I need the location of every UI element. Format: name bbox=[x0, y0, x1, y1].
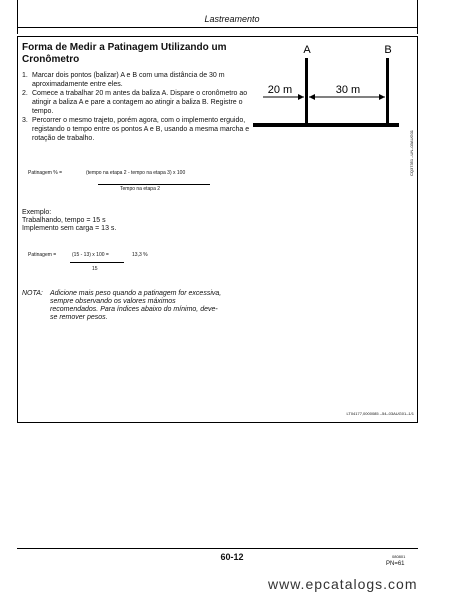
watermark: www.epcatalogs.com bbox=[268, 576, 418, 592]
dimension-label-30m: 30 m bbox=[335, 84, 361, 96]
formula-fraction-bar bbox=[98, 184, 210, 185]
reference-code: LT04177,0000085 –54–03AUG01–1/1 bbox=[346, 411, 414, 416]
point-a-label: A bbox=[303, 44, 311, 56]
footer-rule bbox=[17, 548, 418, 549]
example-formula-label: Patinagem = bbox=[28, 252, 57, 258]
list-item bbox=[22, 71, 254, 89]
arrow-head bbox=[309, 94, 315, 100]
page-number: 60-12 bbox=[220, 552, 244, 562]
pole-a bbox=[305, 58, 308, 125]
example-fraction-bar bbox=[70, 262, 124, 263]
step-text: Comece a trabalhar 20 m antes da baliza A. Dispare o cronômetro ao atingir a baliza A e pare a contagem ao atingir a baliza B. Registre o tempo. bbox=[32, 90, 248, 115]
formula-label: Patinagem % = bbox=[28, 170, 63, 176]
arrow-head bbox=[379, 94, 385, 100]
example-line-working: Trabalhando, tempo = 15 s bbox=[22, 217, 106, 224]
example-heading: Exemplo: bbox=[22, 209, 52, 216]
section-title: Forma de Medir a Patinagem Utilizando um Cronômetro bbox=[22, 42, 227, 65]
step-number: 3. bbox=[22, 117, 28, 124]
list-item bbox=[22, 89, 254, 116]
steps-list bbox=[22, 71, 254, 143]
step-number: 2. bbox=[22, 90, 28, 97]
footer-page-code: PN=61 bbox=[386, 561, 405, 567]
page-header-title: Lastreamento bbox=[204, 14, 260, 24]
header-bottom-rule bbox=[17, 27, 418, 28]
pole-b bbox=[386, 58, 389, 125]
example-line-unloaded: Implemento sem carga = 13 s. bbox=[22, 225, 117, 232]
step-text: Percorrer o mesmo trajeto, porém agora, com o implemento erguido, registando o tempo entre os pontos A e B, usando a mesma marcha e rotação de trabalho. bbox=[32, 117, 250, 142]
step-text: Marcar dois pontos (balizar) A e B com uma distância de 30 m aproximadamente entre eles. bbox=[32, 72, 225, 88]
point-b-label: B bbox=[384, 44, 392, 56]
step-number: 1. bbox=[22, 72, 28, 79]
formula-denominator: Tempo na etapa 2 bbox=[120, 186, 161, 192]
distance-diagram bbox=[240, 38, 416, 178]
formula-numerator: (tempo na etapa 2 - tempo na etapa 3) x 100 bbox=[86, 170, 186, 176]
dimension-label-20m: 20 m bbox=[267, 84, 293, 96]
arrow-head bbox=[298, 94, 304, 100]
example-formula-result: 13,3 % bbox=[132, 252, 148, 258]
note-label: NOTA: bbox=[22, 290, 43, 297]
note-block bbox=[22, 290, 222, 322]
footer-date-code: 080801 bbox=[392, 554, 406, 559]
note-text: Adicione mais peso quando a patinagem for excessiva, sempre observando os valores máximos recomendados. Para índices abaixo do mínimo, deve-se remover pesos. bbox=[50, 290, 222, 321]
example-block bbox=[22, 209, 222, 233]
figure-side-code: CQ37351 –UN–03AUG01 bbox=[409, 129, 414, 176]
example-formula-denominator: 15 bbox=[92, 266, 98, 272]
list-item bbox=[22, 116, 254, 143]
example-formula-numerator: (15 - 13) x 100 = bbox=[72, 252, 109, 258]
ground-line bbox=[253, 123, 399, 127]
